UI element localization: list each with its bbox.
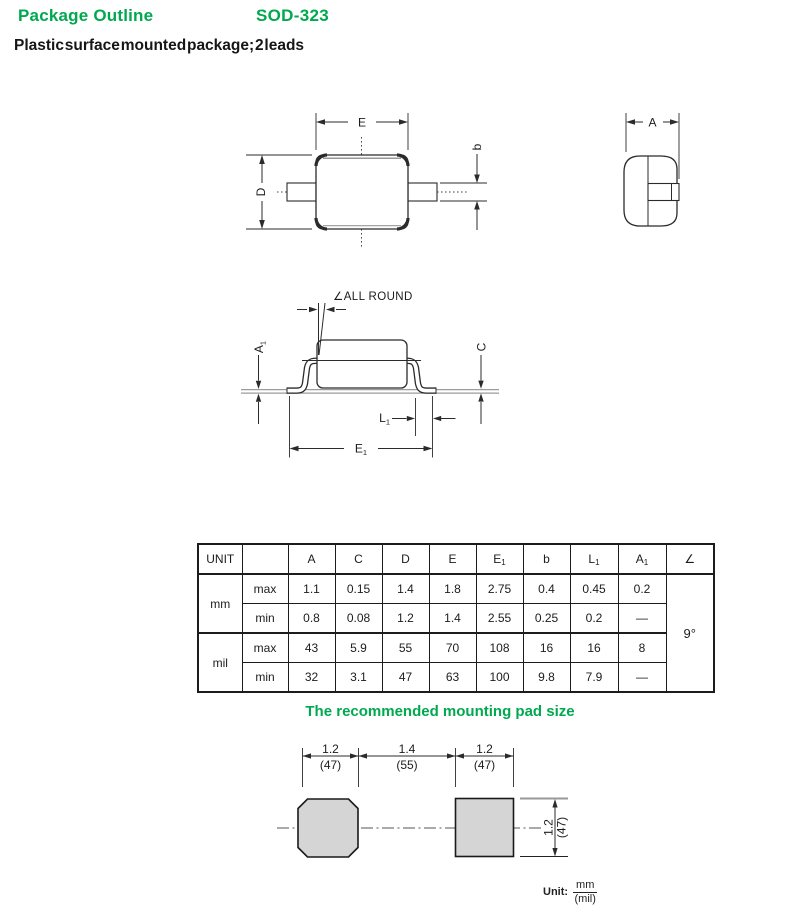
mounting-pad-heading: The recommended mounting pad size <box>305 703 575 720</box>
table-cell: 55 <box>382 633 429 663</box>
table-header-col: A <box>288 544 335 574</box>
table-cell: 16 <box>570 633 618 663</box>
table-cell: 0.2 <box>618 574 666 604</box>
table-cell: — <box>618 604 666 634</box>
unit-fraction <box>573 879 597 905</box>
dim-e <box>316 113 408 150</box>
pad-dim-height-mil: (47) <box>554 816 569 839</box>
table-row-mm-max <box>198 574 714 604</box>
table-row-mm-min <box>198 604 714 634</box>
dim-e1-label: $E_1$ <box>354 441 368 457</box>
unit-note <box>543 879 597 905</box>
table-cell: 0.08 <box>335 604 382 634</box>
package-name: SOD-323 <box>256 6 329 25</box>
pad-dim-middle-mil: (55) <box>396 758 418 772</box>
table-cell: 1.4 <box>382 574 429 604</box>
table-header-col: E <box>429 544 476 574</box>
table-cell: 70 <box>429 633 476 663</box>
unit-note-label: Unit: <box>543 886 569 899</box>
dim-a1 <box>252 341 268 424</box>
table-cell: 5.9 <box>335 633 382 663</box>
table-row-mil-min <box>198 663 714 693</box>
page-title: Package Outline <box>18 6 154 25</box>
unit-denominator: (mil) <box>574 892 596 905</box>
end-view-drawing <box>624 113 679 226</box>
table-cell: 7.9 <box>570 663 618 693</box>
table-header-col: $L_1$ <box>570 544 618 574</box>
table-cell: 16 <box>523 633 570 663</box>
table-cell: 0.25 <box>523 604 570 634</box>
table-row-mil-max <box>198 633 714 663</box>
pad-dim-right-mil: (47) <box>473 758 496 772</box>
dim-e-label: E <box>357 115 367 130</box>
table-cell: 0.4 <box>523 574 570 604</box>
table-cell: 43 <box>288 633 335 663</box>
table-header-col: $A_1$ <box>618 544 666 574</box>
unit-numerator: mm <box>573 879 597 893</box>
lead-end-view <box>648 184 679 201</box>
dim-b-label: b <box>470 143 484 151</box>
table-cell: 3.1 <box>335 663 382 693</box>
table-cell: 47 <box>382 663 429 693</box>
table-cell: 9.8 <box>523 663 570 693</box>
unit-cell-mil: mil <box>198 633 242 692</box>
pad-right <box>456 799 514 857</box>
dim-a-label: A <box>648 115 657 130</box>
lead-left <box>287 183 316 201</box>
table-header-blank <box>242 544 288 574</box>
package-body-top-view <box>316 155 408 229</box>
table-header-unit: UNIT <box>198 544 242 574</box>
table-header-angle: ∠ <box>666 544 714 574</box>
pad-dim-left-mm: 1.2 <box>322 742 339 756</box>
table-cell: 1.8 <box>429 574 476 604</box>
seating-plane <box>241 390 499 394</box>
table-cell: 1.1 <box>288 574 335 604</box>
dim-row <box>303 742 514 787</box>
pad-dim-middle-mm: 1.4 <box>398 742 416 756</box>
angle-note-label: ∠ALL ROUND <box>333 291 413 303</box>
pad-left <box>298 799 358 857</box>
top-view-drawing <box>246 113 487 247</box>
table-cell: — <box>618 663 666 693</box>
table-cell: 0.2 <box>570 604 618 634</box>
table-cell: 108 <box>476 633 523 663</box>
limit-cell: max <box>242 574 288 604</box>
table-cell: 63 <box>429 663 476 693</box>
dim-c-label: C <box>474 342 489 352</box>
dim-l1-label: $L_1$ <box>379 411 390 427</box>
table-cell: 32 <box>288 663 335 693</box>
limit-cell: min <box>242 604 288 634</box>
table-cell: 1.4 <box>429 604 476 634</box>
angle-value-cell: 9° <box>666 574 714 692</box>
table-cell: 2.75 <box>476 574 523 604</box>
table-cell: 2.55 <box>476 604 523 634</box>
limit-cell: min <box>242 663 288 693</box>
limit-cell: max <box>242 633 288 663</box>
table-header-col: C <box>335 544 382 574</box>
table-cell: 8 <box>618 633 666 663</box>
unit-cell-mm: mm <box>198 574 242 633</box>
dim-height <box>520 799 569 857</box>
package-description: Plastic surface mounted package; 2 leads <box>14 37 305 54</box>
table-cell: 100 <box>476 663 523 693</box>
table-cell: 0.8 <box>288 604 335 634</box>
pad-dim-right-mm: 1.2 <box>476 742 493 756</box>
table-cell: 1.2 <box>382 604 429 634</box>
package-outline-top-and-end-view <box>220 105 700 255</box>
table-cell: 0.15 <box>335 574 382 604</box>
side-view-drawing <box>241 291 499 458</box>
table-header-row <box>198 544 714 574</box>
table-header-col: b <box>523 544 570 574</box>
dim-b <box>440 143 487 230</box>
table-header-col: D <box>382 544 429 574</box>
mounting-pad-drawing <box>270 742 580 872</box>
dim-d-label: D <box>254 187 268 197</box>
dim-c <box>475 342 489 424</box>
pad-dim-left-mil: (47) <box>319 758 342 772</box>
package-outline-side-view <box>235 288 505 468</box>
pad-dim-height-mm: 1.2 <box>541 819 556 836</box>
table-header-col: $E_1$ <box>476 544 523 574</box>
dim-a1-label: $A_1$ <box>252 340 268 354</box>
dim-e1 <box>290 396 433 458</box>
lead-right <box>408 183 437 201</box>
table-cell: 0.45 <box>570 574 618 604</box>
dimension-table <box>197 543 715 693</box>
